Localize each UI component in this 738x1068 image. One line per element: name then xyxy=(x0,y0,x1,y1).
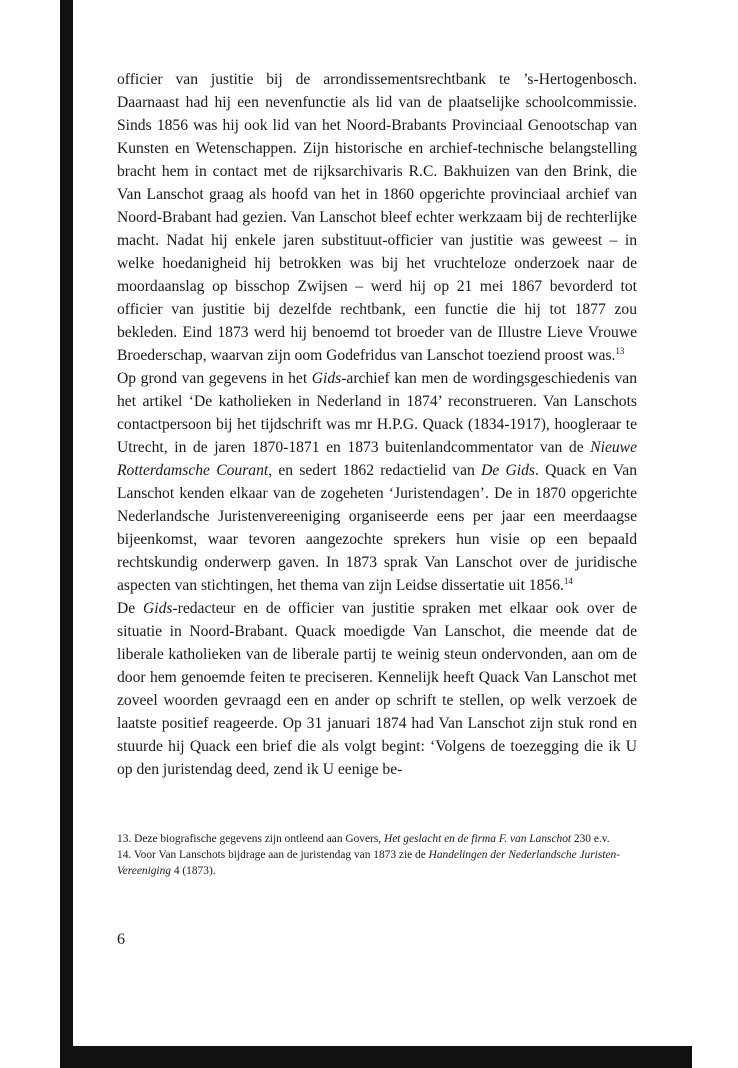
footnote-14: 14. Voor Van Lanschots bijdrage aan de juristendag van 1873 zie de Handelingen der Nederlandsche Juristen-Vereeniging 4 (1873). xyxy=(117,849,620,877)
footnote-13: 13. Deze biografische gegevens zijn ontleend aan Govers, Het geslacht en de firma F. van Lanschot 230 e.v. xyxy=(117,833,610,845)
paragraph-3: De Gids-redacteur en de officier van justitie spraken met elkaar ook over de situatie in Noord-Brabant. Quack moedigde Van Lanschot, die meende dat de liberale katholieken van de liberale partij te weinig steun ondervonden, aan om de door hem genoemde feiten te preciseren. Kennelijk heeft Quack Van Lanschot met zoveel woorden gevraagd een en ander op schrift te stellen, op welk verzoek de laatste positief reageerde. Op 31 januari 1874 had Van Lanschot zijn stuk rond en stuurde hij Quack een brief die als volgt begint: ‘Volgens de toezegging die ik U op den juristendag deed, zend ik U eenige be- xyxy=(117,600,637,778)
body-text xyxy=(117,68,637,781)
footnote-ref-14[interactable]: 14 xyxy=(563,576,573,586)
page-number: 6 xyxy=(117,931,125,948)
paragraph-1: officier van justitie bij de arrondissementsrechtbank te ’s-Hertogenbosch. Daarnaast had hij een nevenfunctie als lid van de plaatselijke schoolcommissie. Sinds 1856 was hij ook lid van het Noord-Brabants Provinciaal Genootschap van Kunsten en Wetenschappen. Zijn historische en archief-technische belangstelling bracht hem in contact met de rijksarchivaris R.C. Bakhuizen van den Brink, die Van Lanschot graag als hoofd van het in 1860 opgerichte provinciaal archief van Noord-Brabant had gezien. Van Lanschot bleef echter werkzaam bij de rechterlijke macht. Nadat hij enkele jaren substituut-officier van justitie was geweest – in welke hoedanigheid hij betrokken was bij het vruchteloze onderzoek naar de moordaanslag op bisschop Zwijsen – werd hij op 21 mei 1867 bevorderd tot officier van justitie bij dezelfde rechtbank, een functie die hij tot 1877 zou bekleden. Eind 1873 werd hij benoemd tot broeder van de Illustre Lieve Vrouwe Broederschap, waarvan zijn oom Godefridus van Lanschot toeziend proost was.$^{13}$ xyxy=(117,71,637,364)
paragraph-2: Op grond van gegevens in het Gids-archief kan men de wordingsgeschiedenis van het artikel ‘De katholieken in Nederland in 1874’ reconstrueren. Van Lanschots contactpersoon bij het tijdschrift was mr H.P.G. Quack (1834-1917), hoogleraar te Utrecht, in de jaren 1870-1871 en 1873 buitenlandcommentator van de Nieuwe Rotterdamsche Courant, en sedert 1862 redactielid van De Gids. Quack en Van Lanschot kenden elkaar van de zogeheten ‘Juristendagen’. De in 1870 opgerichte Nederlandsche Juristenvereeniging organiseerde eens per jaar een meerdaagse bijeenkomst, waar tevoren aangezochte sprekers hun visie op een bepaald rechtskundig onderwerp gaven. In 1873 sprak Van Lanschot over de juridische aspecten van stichtingen, het thema van zijn Leidse dissertatie uit 1856.14 xyxy=(117,370,637,594)
scan-left-border xyxy=(60,0,73,1068)
footnote-ref-13[interactable]: 13 xyxy=(615,346,625,356)
scan-bottom-border xyxy=(60,1046,692,1068)
footnotes xyxy=(117,831,637,879)
